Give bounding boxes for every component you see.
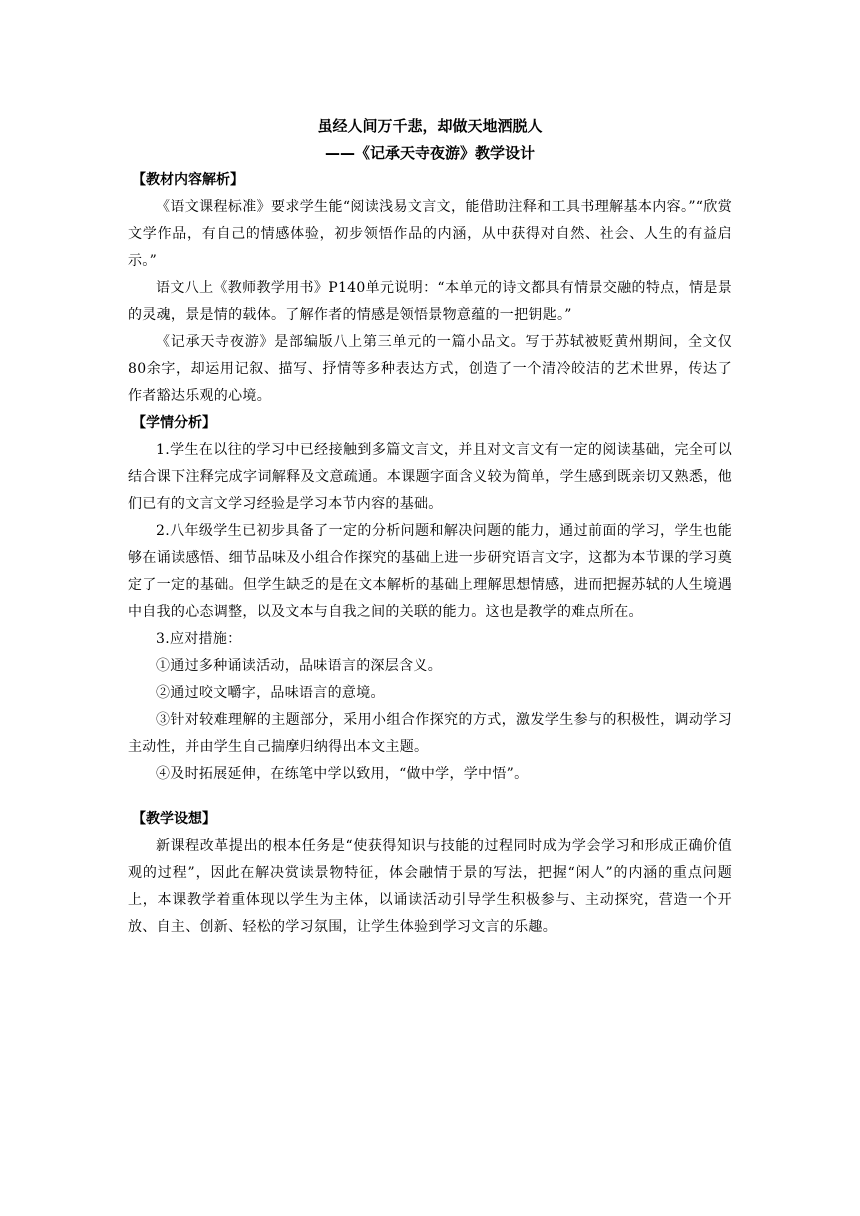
list-item: ②通过咬文嚼字，品味语言的意境。 [156, 685, 385, 701]
paragraph: 3.应对措施： [156, 631, 242, 647]
document-subtitle: ——《记承天寺夜游》教学设计 [324, 144, 535, 162]
paragraph: 《记承天寺夜游》是部编版八上第三单元的一篇小品文。写于苏轼被贬黄州期间，全文仅80余字，却运用记叙、描写、抒情等多种表达方式，创造了一个清冷皎洁的艺术世界，传达了作者豁达乐观的心境。 [128, 334, 732, 404]
section-heading-student-analysis: 【学情分析】 [132, 415, 216, 431]
section-heading-teaching-plan: 【教学设想】 [132, 811, 216, 827]
paragraph: 2.八年级学生已初步具备了一定的分析问题和解决问题的能力，通过前面的学习，学生也能够在诵读感悟、细节品味及小组合作探究的基础上进一步研究语言文字，这都为本节课的学习奠定了一定的基础。但学生缺乏的是在文本解析的基础上理解思想情感，进而把握苏轼的人生境遇中自我的心态调整，以及文本与自我之间的关联的能力。这也是教学的难点所在。 [128, 523, 732, 620]
paragraph: 语文八上《教师教学用书》P140单元说明：“本单元的诗文都具有情景交融的特点，情是景的灵魂，景是情的载体。了解作者的情感是领悟景物意蕴的一把钥匙。” [128, 280, 732, 323]
paragraph: 1.学生在以往的学习中已经接触到多篇文言文，并且对文言文有一定的阅读基础，完全可以结合课下注释完成字词解释及文意疏通。本课题字面含义较为简单，学生感到既亲切又熟悉，他们已有的文言文学习经验是学习本节内容的基础。 [128, 442, 732, 512]
paragraph: 《语文课程标准》要求学生能“阅读浅易文言文，能借助注释和工具书理解基本内容。”“欣赏文学作品，有自己的情感体验，初步领悟作品的内涵，从中获得对自然、社会、人生的有益启示。” [128, 199, 732, 269]
blank-line [128, 788, 732, 806]
document-title: 虽经人间万千悲，却做天地洒脱人 [317, 117, 543, 135]
list-item: ③针对较难理解的主题部分，采用小组合作探究的方式，激发学生参与的积极性，调动学习主动性，并由学生自己揣摩归纳得出本文主题。 [128, 712, 732, 755]
section-heading-textbook-analysis: 【教材内容解析】 [132, 172, 244, 188]
list-item: ④及时拓展延伸，在练笔中学以致用，“做中学，学中悟”。 [156, 766, 529, 782]
list-item: ①通过多种诵读活动，品味语言的深层含义。 [156, 658, 442, 674]
document-body [128, 113, 732, 941]
paragraph: 新课程改革提出的根本任务是“使获得知识与技能的过程同时成为学会学习和形成正确价值观的过程”，因此在解决赏读景物特征，体会融情于景的写法，把握“闲人”的内涵的重点问题上，本课教学着重体现以学生为主体，以诵读活动引导学生积极参与、主动探究，营造一个开放、自主、创新、轻松的学习氛围，让学生体验到学习文言的乐趣。 [128, 838, 732, 935]
